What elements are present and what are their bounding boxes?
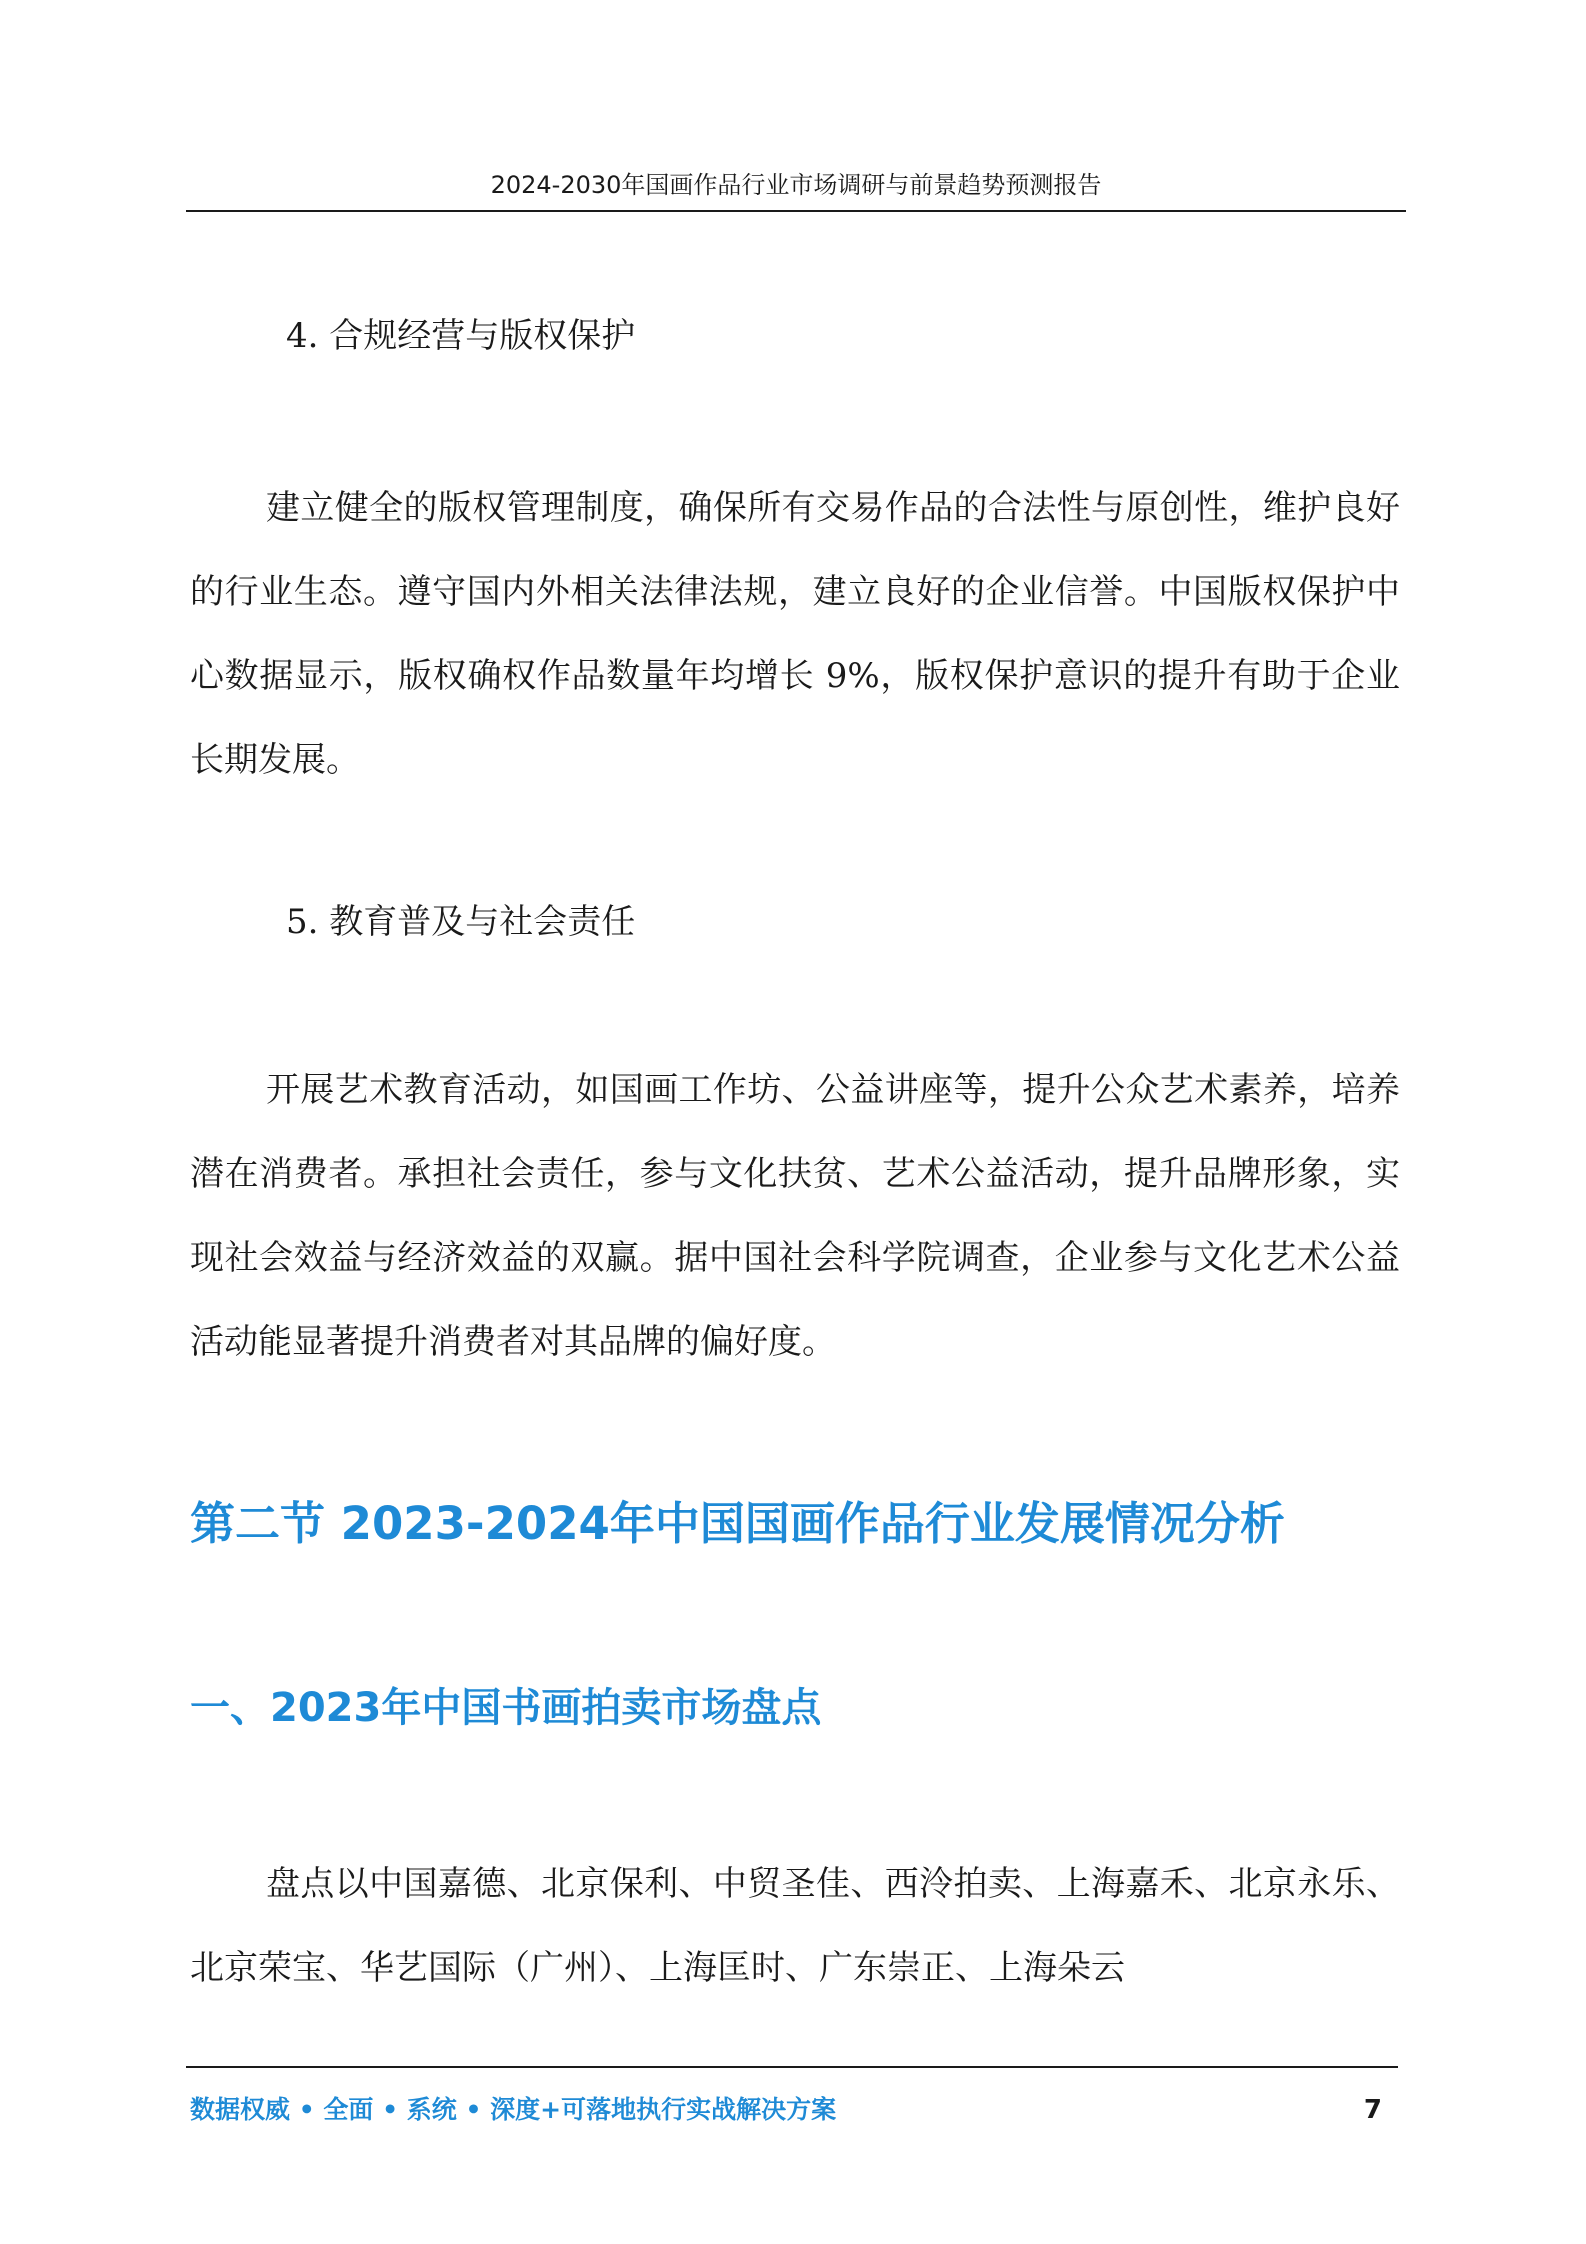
paragraph-auction: 盘点以中国嘉德、北京保利、中贸圣佳、西泠拍卖、上海嘉禾、北京永乐、北京荣宝、华艺国际（广州）、上海匡时、广东崇正、上海朵云 xyxy=(190,1864,1400,1988)
subheading-compliance: 4. 合规经营与版权保护 xyxy=(286,316,636,356)
paragraph-education: 开展艺术教育活动，如国画工作坊、公益讲座等，提升公众艺术素养，培养潜在消费者。承担社会责任，参与文化扶贫、艺术公益活动，提升品牌形象，实现社会效益与经济效益的双赢。据中国社会科学院调查，企业参与文化艺术公益活动能显著提升消费者对其品牌的偏好度。 xyxy=(190,1070,1400,1362)
header-divider xyxy=(186,210,1406,212)
page-header-title: 2024-2030年国画作品行业市场调研与前景趋势预测报告 xyxy=(490,171,1102,199)
section-title: 第二节 2023-2024年中国国画作品行业发展情况分析 xyxy=(190,1497,1285,1550)
subsection-title: 一、2023年中国书画拍卖市场盘点 xyxy=(190,1685,822,1731)
footer-divider xyxy=(186,2066,1398,2068)
subheading-education: 5. 教育普及与社会责任 xyxy=(286,902,636,942)
page-number: 7 xyxy=(1363,2095,1382,2125)
footer-slogan: 数据权威 • 全面 • 系统 • 深度+可落地执行实战解决方案 xyxy=(190,2095,837,2124)
paragraph-compliance: 建立健全的版权管理制度，确保所有交易作品的合法性与原创性，维护良好的行业生态。遵守国内外相关法律法规，建立良好的企业信誉。中国版权保护中心数据显示，版权确权作品数量年均增长 9%，版权保护意识的提升有助于企业长期发展。 xyxy=(190,488,1400,780)
